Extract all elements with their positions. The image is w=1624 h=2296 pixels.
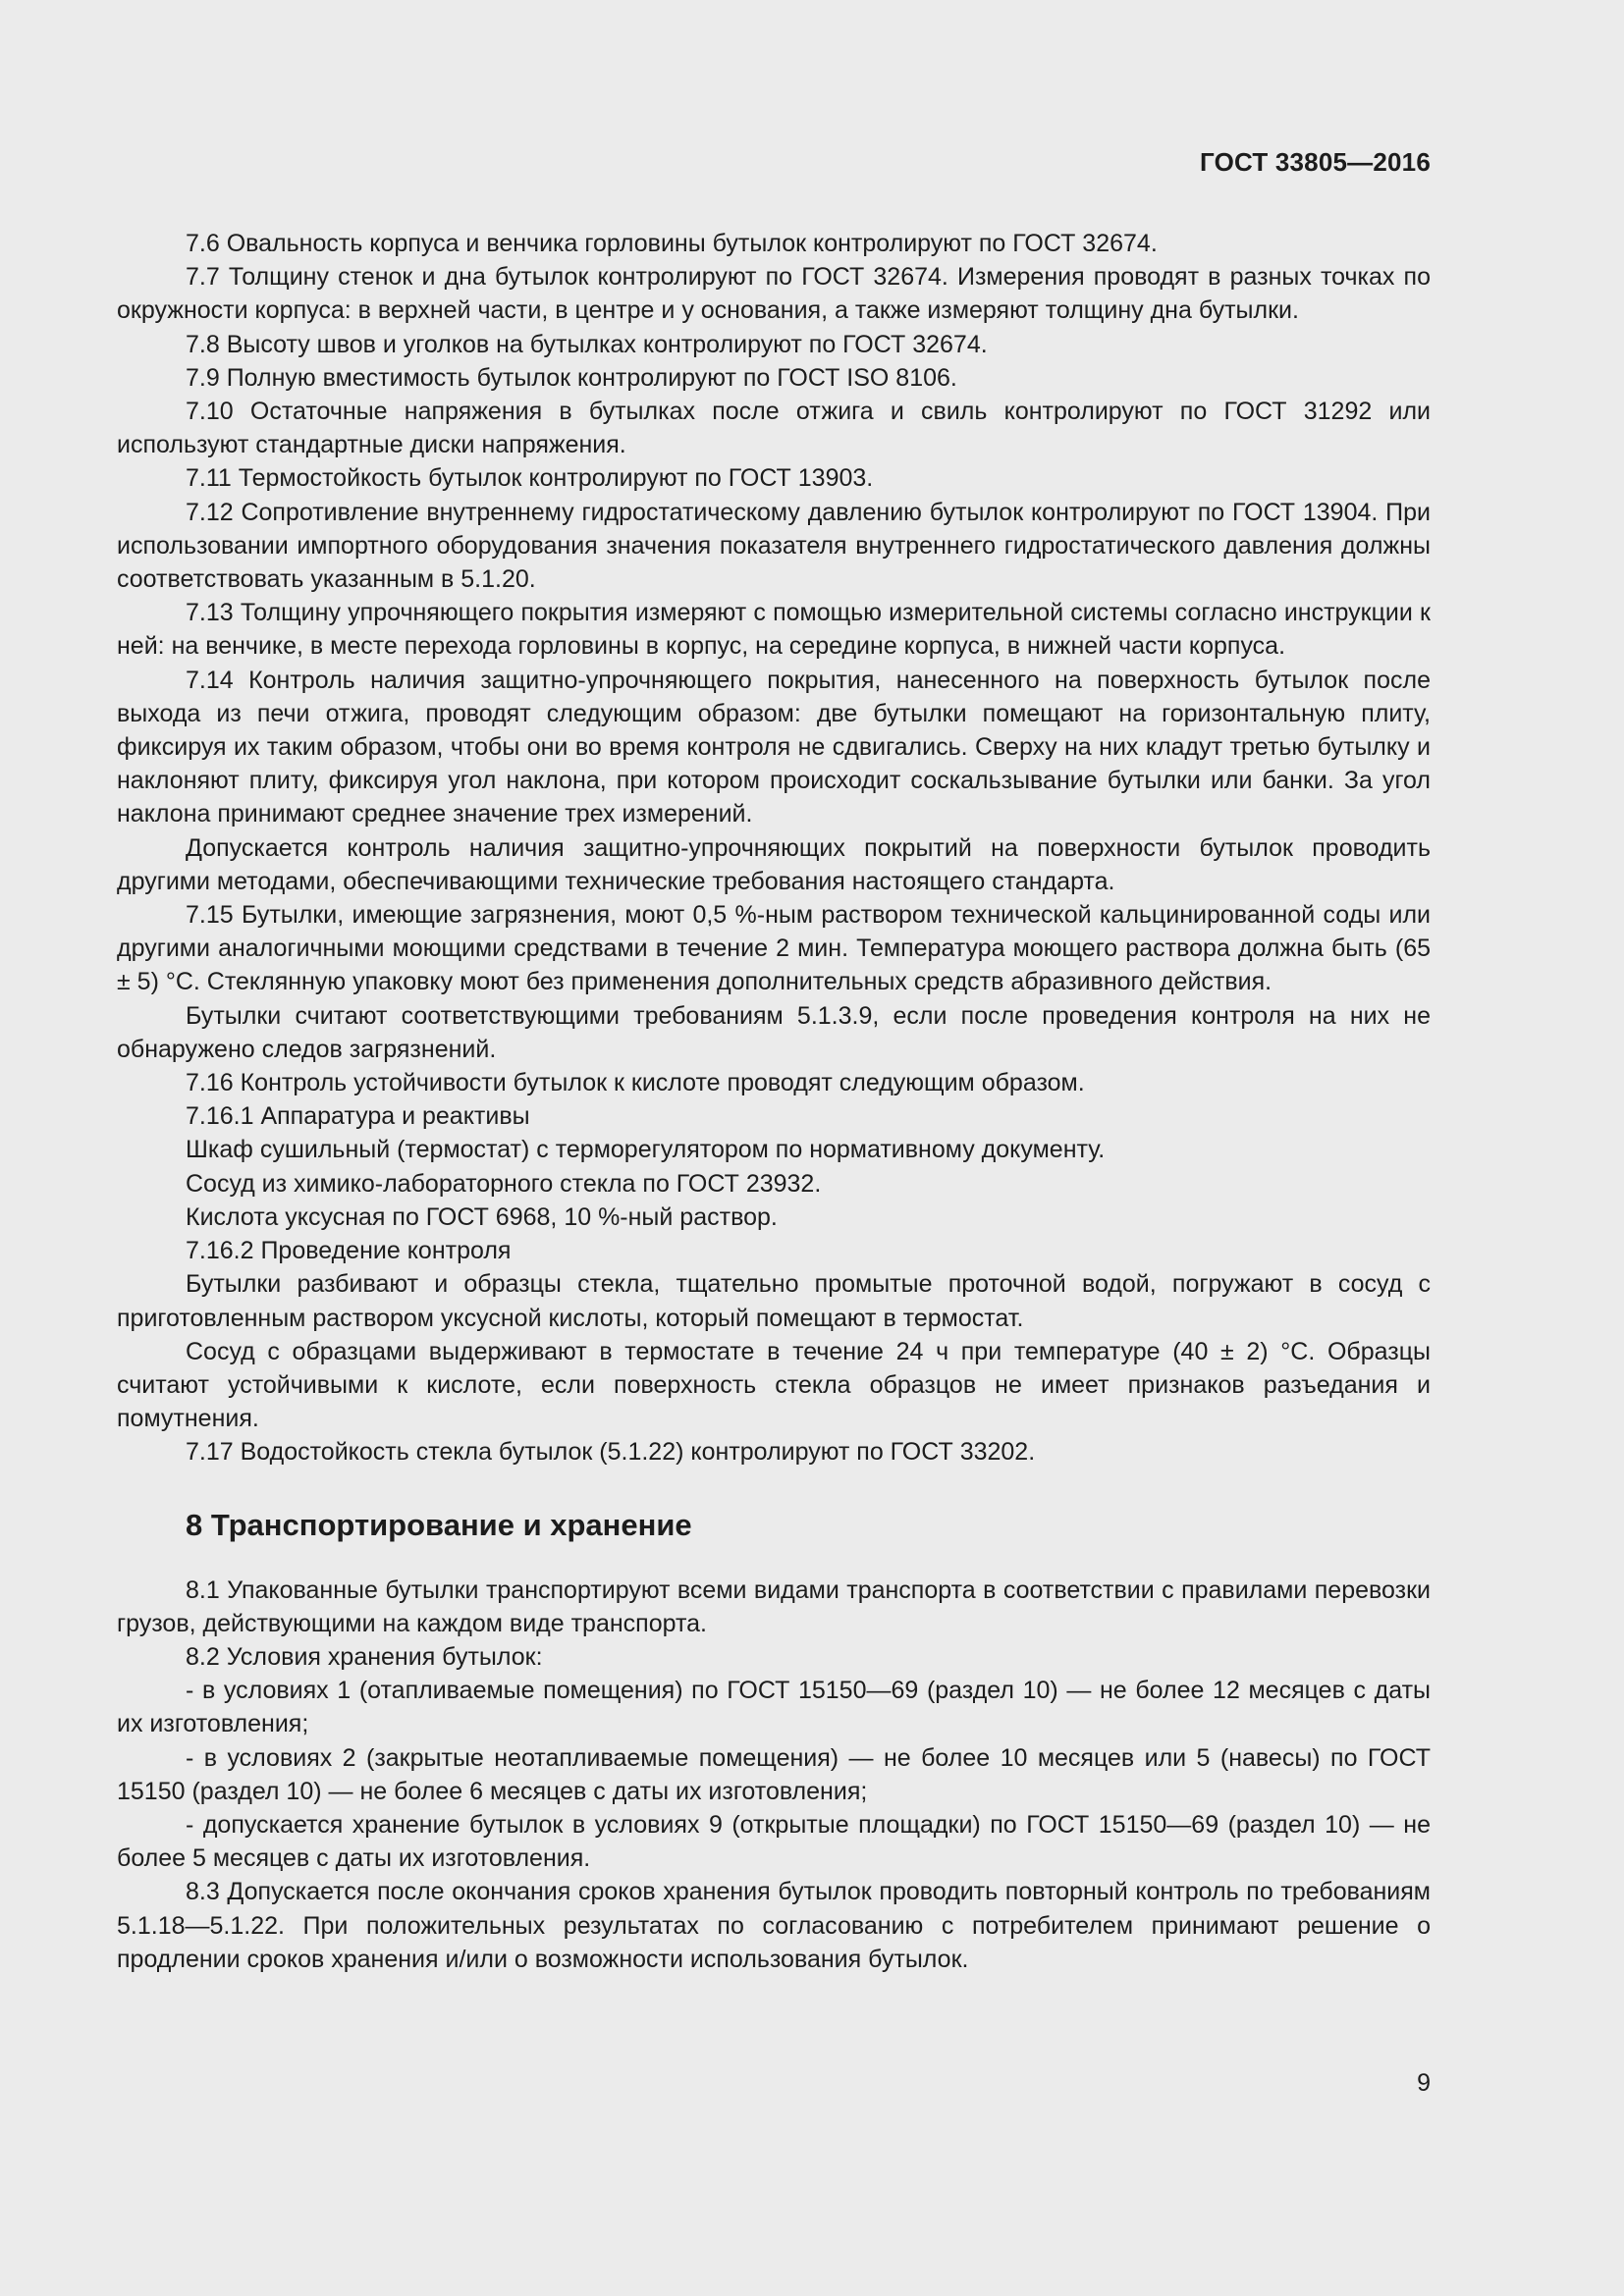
paragraph-7-16-1: 7.16.1 Аппаратура и реактивы — [186, 1102, 530, 1131]
paragraph-7-15: 7.15 Бутылки, имеющие загрязнения, моют 0,5 %-ным раствором технической кальцинированной соды или другими аналогичными моющими средствами в течение 2 мин. Температура моющего раствора должна быть (65 ± 5) °С. Стеклянную упаковку моют без применения дополнительных средств абразивного действия. — [117, 901, 1431, 996]
paragraph-7-14: 7.14 Контроль наличия защитно-упрочняющего покрытия, нанесенного на поверхность бутылок после выхода из печи отжига, проводят следующим образом: две бутылки помещают на горизонтальную плиту, фиксируя их таким образом, чтобы они во время контроля не сдвигались. Сверху на них кладут третью бутылку и наклоняют плиту, фиксируя угол наклона, при котором происходит соскальзывание бутылки или банки. За угол наклона принимают среднее значение трех измерений. — [117, 666, 1431, 828]
paragraph-7-16-2: 7.16.2 Проведение контроля — [186, 1237, 512, 1265]
paragraph-8-2: 8.2 Условия хранения бутылок: — [186, 1642, 543, 1671]
paragraph-7-12: 7.12 Сопротивление внутреннему гидростатическому давлению бутылок контролируют по ГОСТ 13904. При использовании импортного оборудования значения показателя внутреннего гидростатического давления должны соответствовать указанным в 5.1.20. — [117, 498, 1431, 594]
list-item-8-2-1: - в условиях 1 (отапливаемые помещения) по ГОСТ 15150—69 (раздел 10) — не более 12 месяцев с даты их изготовления; — [117, 1677, 1431, 1738]
paragraph-7-10: 7.10 Остаточные напряжения в бутылках после отжига и свиль контролируют по ГОСТ 31292 или используют стандартные диски напряжения. — [117, 398, 1431, 459]
paragraph-7-13: 7.13 Толщину упрочняющего покрытия измеряют с помощью измерительной системы согласно инструкции к ней: на венчике, в месте перехода горловины в корпус, на середине корпуса, в нижней части корпуса. — [117, 599, 1431, 661]
paragraph-8-1: 8.1 Упакованные бутылки транспортируют всеми видами транспорта в соответствии с правилами перевозки грузов, действующими на каждом виде транспорта. — [117, 1575, 1431, 1637]
paragraph-7-16-1-item-1: Шкаф сушильный (термостат) с терморегулятором по нормативному документу. — [186, 1136, 1106, 1164]
paragraph-7-9: 7.9 Полную вместимость бутылок контролируют по ГОСТ ISO 8106. — [186, 363, 957, 392]
document-body — [117, 227, 1431, 1976]
page-number: 9 — [1417, 2069, 1431, 2097]
paragraph-7-16: 7.16 Контроль устойчивости бутылок к кислоте проводят следующим образом. — [186, 1069, 1085, 1097]
paragraph-7-15-note: Бутылки считают соответствующими требованиям 5.1.3.9, если после проведения контроля на них не обнаружено следов загрязнений. — [117, 1001, 1431, 1063]
document-page — [117, 0, 1431, 2296]
paragraph-7-14-note: Допускается контроль наличия защитно-упрочняющих покрытий на поверхности бутылок проводить другими методами, обеспечивающими технические требования настоящего стандарта. — [117, 833, 1431, 895]
list-item-8-2-2: - в условиях 2 (закрытые неотапливаемые помещения) — не более 10 месяцев или 5 (навесы) по ГОСТ 15150 (раздел 10) — не более 6 месяцев с даты их изготовления; — [117, 1743, 1431, 1805]
paragraph-7-6: 7.6 Овальность корпуса и венчика горловины бутылок контролируют по ГОСТ 32674. — [186, 230, 1158, 257]
paragraph-7-16-1-item-3: Кислота уксусная по ГОСТ 6968, 10 %-ный раствор. — [186, 1202, 778, 1231]
paragraph-8-3: 8.3 Допускается после окончания сроков хранения бутылок проводить повторный контроль по требованиям 5.1.18—5.1.22. При положительных результатах по согласованию с потребителем принимают решение о продлении сроков хранения и/или о возможности использования бутылок. — [117, 1878, 1431, 1973]
document-header: ГОСТ 33805—2016 — [1200, 147, 1431, 177]
paragraph-7-16-1-item-2: Сосуд из химико-лабораторного стекла по ГОСТ 23932. — [186, 1169, 822, 1198]
list-item-8-2-3: - допускается хранение бутылок в условиях 9 (открытые площадки) по ГОСТ 15150—69 (раздел 10) — не более 5 месяцев с даты их изготовления. — [117, 1810, 1431, 1873]
paragraph-7-7: 7.7 Толщину стенок и дна бутылок контролируют по ГОСТ 32674. Измерения проводят в разных точках по окружности корпуса: в верхней части, в центре и у основания, а также измеряют толщину дна бутылки. — [117, 263, 1431, 325]
paragraph-7-11: 7.11 Термостойкость бутылок контролируют по ГОСТ 13903. — [186, 464, 874, 493]
section-8-heading: 8 Транспортирование и хранение — [186, 1507, 692, 1542]
paragraph-7-8: 7.8 Высоту швов и уголков на бутылках контролируют по ГОСТ 32674. — [186, 330, 988, 358]
paragraph-7-16-2-text-1: Бутылки разбивают и образцы стекла, тщательно промытые проточной водой, погружают в сосуд с приготовленным раствором уксусной кислоты, который помещают в термостат. — [117, 1270, 1431, 1332]
paragraph-7-16-2-text-2: Сосуд с образцами выдерживают в термостате в течение 24 ч при температуре (40 ± 2) °С. Образцы считают устойчивыми к кислоте, если поверхность стекла образцов не имеет признаков разъедания и помутнения. — [117, 1337, 1431, 1433]
paragraph-7-17: 7.17 Водостойкость стекла бутылок (5.1.22) контролируют по ГОСТ 33202. — [186, 1438, 1036, 1467]
